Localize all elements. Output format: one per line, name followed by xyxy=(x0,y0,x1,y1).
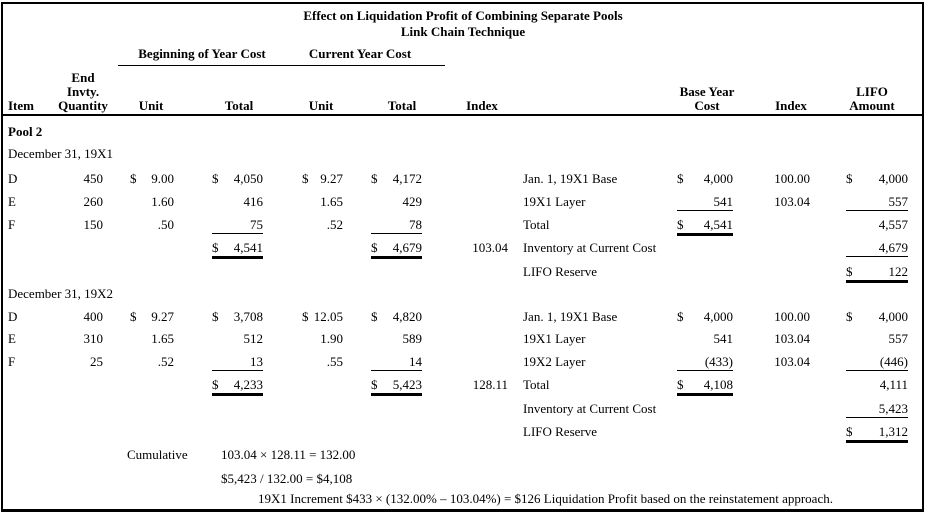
lifo-amount-cell xyxy=(846,171,908,187)
layer-desc-cell: Inventory at Current Cost xyxy=(523,240,657,255)
layer-desc-cell: Inventory at Current Cost xyxy=(523,401,657,416)
index-cell: 103.04 xyxy=(774,331,810,346)
cy-total-cell xyxy=(371,217,422,234)
lifo-amount-cell xyxy=(846,264,908,281)
pool-label: Pool 2 xyxy=(8,124,43,139)
lifo-amount-cell xyxy=(846,401,908,418)
dollar-sign: $ xyxy=(846,424,853,439)
boy-total-cell xyxy=(212,309,263,325)
value: 3,708 xyxy=(233,309,263,324)
value: 4,172 xyxy=(392,171,422,186)
col-header-item: Item xyxy=(8,98,34,113)
boy-unit-cell xyxy=(130,354,174,370)
index-cell: 128.11 xyxy=(472,377,508,392)
cy-unit-cell xyxy=(302,354,343,370)
col-header-amount: Amount xyxy=(849,98,895,113)
quantity-cell: 150 xyxy=(83,217,103,232)
layer-desc-cell: 19X1 Layer xyxy=(523,331,586,346)
lifo-amount-cell xyxy=(846,240,908,257)
dollar-sign: $ xyxy=(677,217,684,232)
lifo-amount-cell xyxy=(846,354,908,371)
index-cell: 103.04 xyxy=(774,354,810,369)
item-cell: F xyxy=(8,354,16,369)
data-row-e-19x2 xyxy=(0,331,926,348)
cy-unit-cell xyxy=(302,217,343,233)
layer-desc-cell: Total xyxy=(523,217,550,232)
cumulative-index-formula: 103.04 × 128.11 = 132.00 xyxy=(221,447,356,462)
dollar-sign: $ xyxy=(846,309,853,324)
item-cell: D xyxy=(8,309,18,324)
layer-desc-cell: Total xyxy=(523,377,550,392)
total-row-19x2 xyxy=(0,377,926,394)
dollar-sign: $ xyxy=(212,171,219,186)
value: 1.90 xyxy=(320,331,343,346)
value: 4,679 xyxy=(392,240,422,255)
boy-total-cell xyxy=(212,217,263,234)
value: 5,423 xyxy=(392,377,422,392)
value: 4,233 xyxy=(233,377,263,392)
base-cost-cell xyxy=(677,377,733,394)
data-row-d-19x2 xyxy=(0,309,926,326)
layer-desc-cell: 19X1 Layer xyxy=(523,194,586,209)
dollar-sign: $ xyxy=(846,171,853,186)
section-date-19x2: December 31, 19X2 xyxy=(8,286,114,301)
value: 12.05 xyxy=(313,309,343,324)
data-row-e-19x1 xyxy=(0,194,926,211)
cy-unit-cell xyxy=(302,309,343,325)
dollar-sign: $ xyxy=(371,240,378,255)
value: 4,050 xyxy=(233,171,263,186)
index-cell: 103.04 xyxy=(774,194,810,209)
layer-desc-cell: 19X2 Layer xyxy=(523,354,586,369)
quantity-cell: 25 xyxy=(90,354,103,369)
value: 4,000 xyxy=(703,171,733,186)
value: 9.27 xyxy=(320,171,343,186)
value: 4,541 xyxy=(233,240,263,255)
dollar-sign: $ xyxy=(130,171,137,186)
col-header-cost: Cost xyxy=(694,98,720,113)
col-header-invty: Invty. xyxy=(66,84,100,99)
boy-unit-cell xyxy=(130,194,174,210)
value: 75 xyxy=(250,217,263,232)
boy-total-sum-cell xyxy=(212,240,263,257)
index-cell: 100.00 xyxy=(774,171,810,186)
dollar-sign: $ xyxy=(212,377,219,392)
layer-desc-cell: Jan. 1, 19X1 Base xyxy=(523,171,618,186)
group-header-current-year: Current Year Cost xyxy=(308,46,412,61)
boy-total-cell xyxy=(212,331,263,347)
data-row-f-19x2 xyxy=(0,354,926,371)
total-row-19x1 xyxy=(0,240,926,257)
cy-unit-cell xyxy=(302,171,343,187)
value: 4,000 xyxy=(878,309,908,324)
quantity-cell: 310 xyxy=(83,331,103,346)
dollar-sign: $ xyxy=(677,309,684,324)
cy-total-cell xyxy=(371,171,422,187)
value: 4,108 xyxy=(703,377,733,392)
quantity-cell: 400 xyxy=(83,309,103,324)
dollar-sign: $ xyxy=(302,309,309,324)
boy-total-cell xyxy=(212,194,263,210)
value: 541 xyxy=(713,194,733,209)
lifo-amount-cell xyxy=(846,217,908,233)
value: 9.27 xyxy=(151,309,174,324)
dollar-sign: $ xyxy=(677,171,684,186)
inventory-current-cost-row-19x2 xyxy=(0,401,926,418)
lifo-reserve-row-19x1 xyxy=(0,264,926,281)
base-cost-cell xyxy=(677,354,733,371)
layer-desc-cell: Jan. 1, 19X1 Base xyxy=(523,309,618,324)
cy-unit-cell xyxy=(302,194,343,210)
base-cost-formula: $5,423 / 132.00 = $4,108 xyxy=(221,471,353,486)
quantity-cell: 260 xyxy=(83,194,103,209)
value: 9.00 xyxy=(151,171,174,186)
value: 78 xyxy=(409,217,422,232)
col-header-end: End xyxy=(71,70,95,85)
dollar-sign: $ xyxy=(371,171,378,186)
value: (446) xyxy=(879,354,908,369)
lifo-amount-cell xyxy=(846,377,908,393)
value: 589 xyxy=(402,331,422,346)
value: .52 xyxy=(326,217,343,232)
col-header-cy-unit: Unit xyxy=(308,98,334,113)
cy-total-cell xyxy=(371,309,422,325)
boy-unit-cell xyxy=(130,331,174,347)
header-rule xyxy=(3,114,922,116)
cy-total-sum-cell xyxy=(371,377,422,394)
value: 4,541 xyxy=(703,217,733,232)
lifo-reserve-row-19x2 xyxy=(0,424,926,441)
base-cost-cell xyxy=(677,217,733,234)
data-row-f-19x1 xyxy=(0,217,926,234)
value: (433) xyxy=(704,354,733,369)
lifo-amount-cell xyxy=(846,309,908,325)
value: 1.65 xyxy=(320,194,343,209)
value: .50 xyxy=(157,217,174,232)
value: .55 xyxy=(326,354,343,369)
cumulative-label: Cumulative xyxy=(127,447,188,462)
item-cell: F xyxy=(8,217,16,232)
value: 1.60 xyxy=(151,194,174,209)
dollar-sign: $ xyxy=(371,309,378,324)
boy-total-cell xyxy=(212,354,263,371)
col-header-quantity: Quantity xyxy=(58,98,108,113)
value: 541 xyxy=(713,331,733,346)
col-header-base-year: Base Year xyxy=(679,84,735,99)
value: 557 xyxy=(888,194,908,209)
dollar-sign: $ xyxy=(846,264,853,279)
value: 4,000 xyxy=(703,309,733,324)
base-cost-cell xyxy=(677,171,733,187)
value: 512 xyxy=(243,331,263,346)
page-title: Effect on Liquidation Profit of Combining Separate Pools xyxy=(303,8,623,23)
boy-total-cell xyxy=(212,171,263,187)
value: 4,557 xyxy=(878,217,908,232)
col-header-lifo: LIFO xyxy=(856,84,888,99)
value: 4,000 xyxy=(878,171,908,186)
layer-desc-cell: LIFO Reserve xyxy=(523,424,598,439)
value: 5,423 xyxy=(878,401,908,416)
group-header-underline xyxy=(118,65,445,66)
lifo-amount-cell xyxy=(846,331,908,347)
value: .52 xyxy=(157,354,174,369)
dollar-sign: $ xyxy=(212,309,219,324)
page-subtitle: Link Chain Technique xyxy=(400,24,526,39)
section-date-19x1: December 31, 19X1 xyxy=(8,146,114,161)
col-header-cy-total: Total xyxy=(387,98,417,113)
value: 416 xyxy=(243,194,263,209)
item-cell: E xyxy=(8,194,16,209)
layer-desc-cell: LIFO Reserve xyxy=(523,264,598,279)
data-row-d-19x1 xyxy=(0,171,926,188)
index-cell: 103.04 xyxy=(472,240,508,255)
value: 13 xyxy=(250,354,263,369)
value: 4,111 xyxy=(879,377,908,392)
cy-unit-cell xyxy=(302,331,343,347)
value: 429 xyxy=(402,194,422,209)
index-cell: 100.00 xyxy=(774,309,810,324)
boy-unit-cell xyxy=(130,309,174,325)
value: 4,679 xyxy=(878,240,908,255)
dollar-sign: $ xyxy=(302,171,309,186)
lifo-amount-cell xyxy=(846,424,908,441)
value: 557 xyxy=(888,331,908,346)
item-cell: E xyxy=(8,331,16,346)
col-header-index2: Index xyxy=(775,98,807,113)
col-header-boy-total: Total xyxy=(224,98,254,113)
group-header-beginning-of-year: Beginning of Year Cost xyxy=(138,46,266,61)
value: 14 xyxy=(409,354,422,369)
dollar-sign: $ xyxy=(130,309,137,324)
value: 1.65 xyxy=(151,331,174,346)
cy-total-cell xyxy=(371,331,422,347)
base-cost-cell xyxy=(677,194,733,211)
value: 122 xyxy=(888,264,908,279)
dollar-sign: $ xyxy=(212,240,219,255)
lifo-amount-cell xyxy=(846,194,908,211)
value: 4,820 xyxy=(392,309,422,324)
col-header-boy-unit: Unit xyxy=(138,98,164,113)
boy-unit-cell xyxy=(130,217,174,233)
value: 1,312 xyxy=(878,424,908,439)
boy-unit-cell xyxy=(130,171,174,187)
liquidation-profit-note: 19X1 Increment $433 × (132.00% – 103.04%) = $126 Liquidation Profit based on the reinstatement approach. xyxy=(258,491,833,506)
base-cost-cell xyxy=(677,331,733,347)
item-cell: D xyxy=(8,171,18,186)
boy-total-sum-cell xyxy=(212,377,263,394)
dollar-sign: $ xyxy=(371,377,378,392)
base-cost-cell xyxy=(677,309,733,325)
cy-total-cell xyxy=(371,354,422,371)
col-header-index1: Index xyxy=(466,98,498,113)
dollar-sign: $ xyxy=(677,377,684,392)
cy-total-cell xyxy=(371,194,422,210)
column-header-row xyxy=(0,98,926,115)
quantity-cell: 450 xyxy=(83,171,103,186)
cy-total-sum-cell xyxy=(371,240,422,257)
